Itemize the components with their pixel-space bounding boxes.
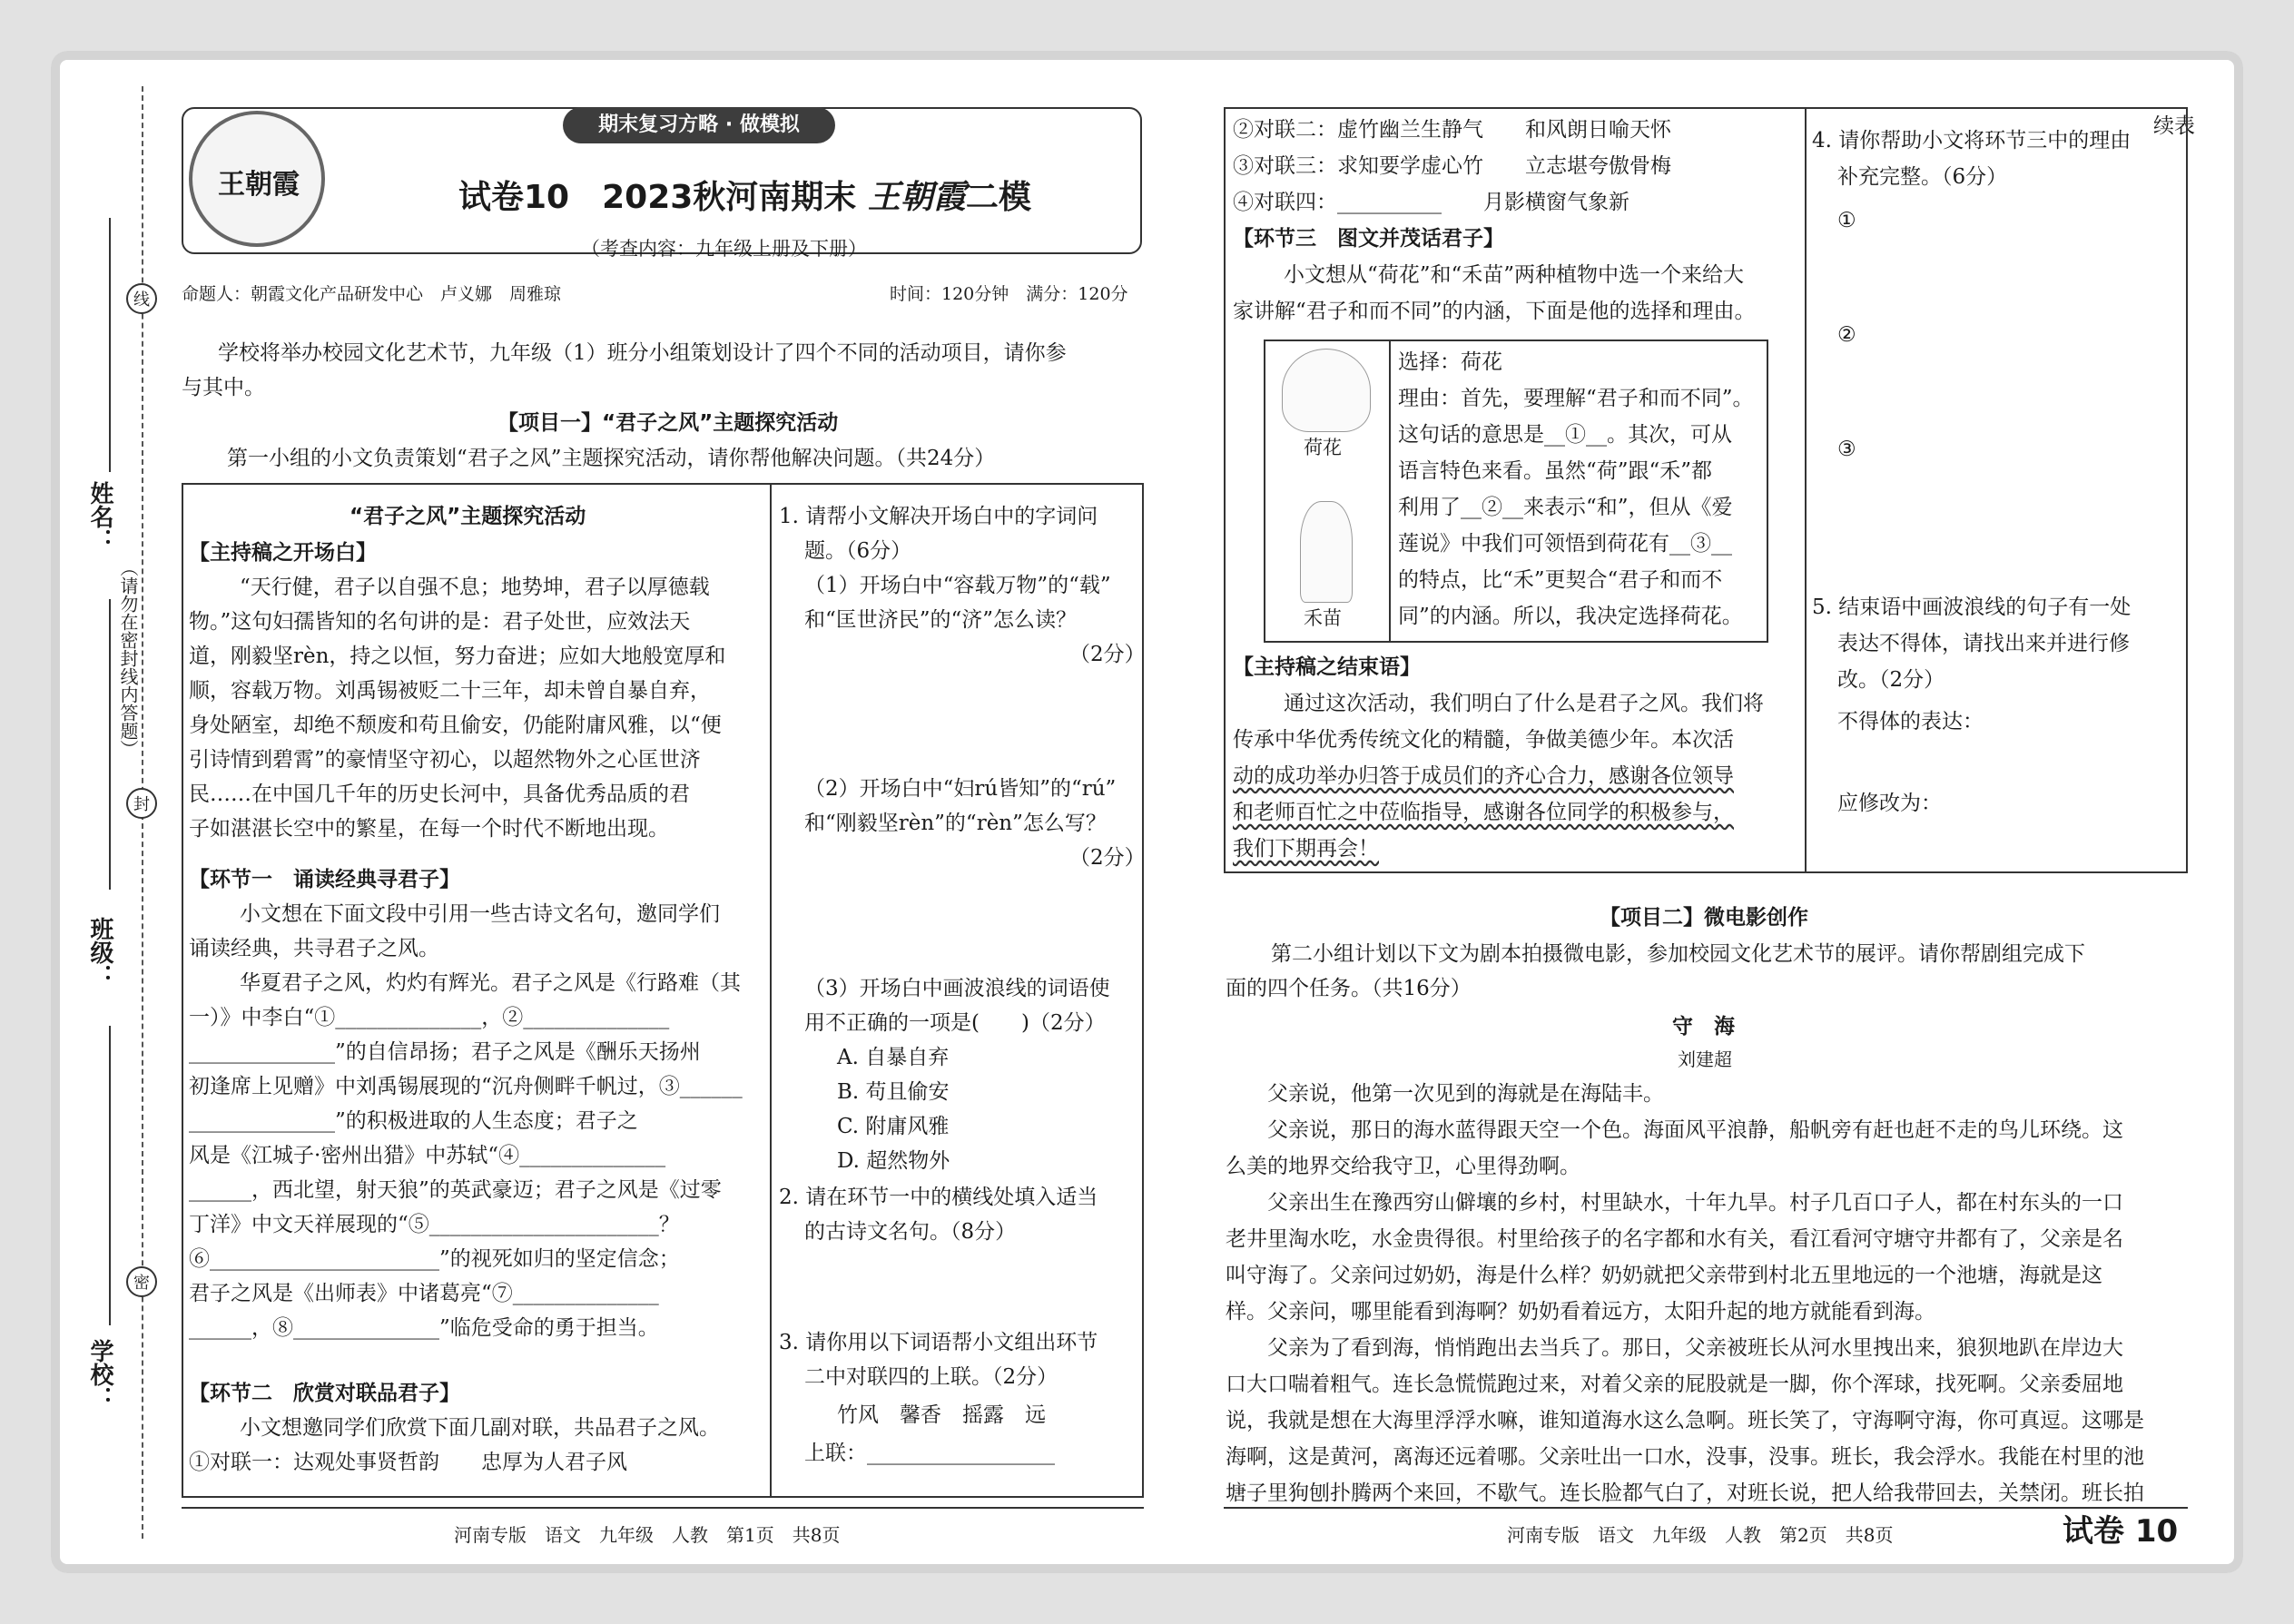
seal-mark-feng: 封 — [126, 788, 157, 819]
section3-line1: 小文想从“荷花”和“禾苗”两种植物中选一个来给大 — [1284, 263, 1745, 287]
story-title: 守 海 — [1672, 1015, 1735, 1038]
lotus-label: 荷花 — [1304, 437, 1342, 458]
opening-head: 【主持稿之开场白】 — [189, 541, 377, 565]
brand-logo: 王朝霞 — [189, 111, 325, 247]
story-author: 刘建超 — [1678, 1048, 1732, 1070]
authors: 命题人：朝霞文化产品研发中心 卢义娜 周雅琼 — [182, 284, 562, 304]
project2-title: 【项目二】微电影创作 — [1600, 906, 1808, 930]
seal-mark-xian: 线 — [126, 283, 157, 314]
seedling-label: 禾苗 — [1304, 607, 1342, 629]
continued-label: 续表 — [2153, 114, 2195, 138]
section3-line2: 家讲解“君子和而不同”的内涵，下面是他的选择和理由。 — [1233, 300, 1756, 323]
name-label: 姓名： — [86, 481, 113, 552]
section2-line1: 小文想邀同学们欣赏下面几副对联，共品君子之风。 — [240, 1416, 720, 1440]
banner-pill: 期末复习方略 · 做模拟 — [563, 107, 835, 143]
section3-head: 【环节三 图文并茂话君子】 — [1233, 227, 1504, 251]
seedling-image — [1300, 501, 1353, 603]
section2-line2: ①对联一：达观处事贤哲韵 忠厚为人君子风 — [189, 1451, 627, 1474]
footer-left: 河南专版 语文 九年级 人教 第1页 共8页 — [454, 1524, 841, 1546]
box-title: “君子之风”主题探究活动 — [350, 505, 586, 528]
page-title: 试卷10 2023秋河南期末 王朝霞二模 — [458, 178, 1031, 216]
exam-scope: （考查内容：九年级上册及下册） — [581, 238, 867, 260]
section1-head: 【环节一 诵读经典寻君子】 — [189, 868, 460, 891]
ending-head: 【主持稿之结束语】 — [1233, 655, 1421, 679]
intro-line1: 学校将举办校园文化艺术节，九年级（1）班分小组策划设计了四个不同的活动项目，请你参 — [218, 341, 1067, 365]
section2-head: 【环节二 欣赏对联品君子】 — [189, 1382, 460, 1405]
footer-right: 河南专版 语文 九年级 人教 第2页 共8页 — [1507, 1524, 1894, 1546]
school-label: 学校： — [86, 1339, 113, 1410]
seal-mark-mi: 密 — [126, 1266, 157, 1297]
project2-desc1: 第二小组计划以下文为剧本拍摄微电影，参加校园文化艺术节的展评。请你帮剧组完成下 — [1271, 942, 2085, 966]
time-score: 时间：120分钟 满分：120分 — [890, 284, 1128, 304]
project1-title: 【项目一】“君子之风”主题探究活动 — [497, 411, 839, 435]
project2-desc2: 面的四个任务。（共16分） — [1226, 977, 1472, 1000]
lotus-image — [1282, 349, 1371, 432]
exam-number-badge: 试卷 10 — [2063, 1513, 2179, 1550]
project1-desc: 第一小组的小文负责策划“君子之风”主题探究活动，请你帮他解决问题。（共24分） — [227, 447, 996, 470]
intro-line2: 与其中。 — [182, 376, 265, 399]
seal-note: （请勿在密封线内答题） — [117, 558, 139, 758]
class-label: 班级： — [86, 917, 113, 988]
